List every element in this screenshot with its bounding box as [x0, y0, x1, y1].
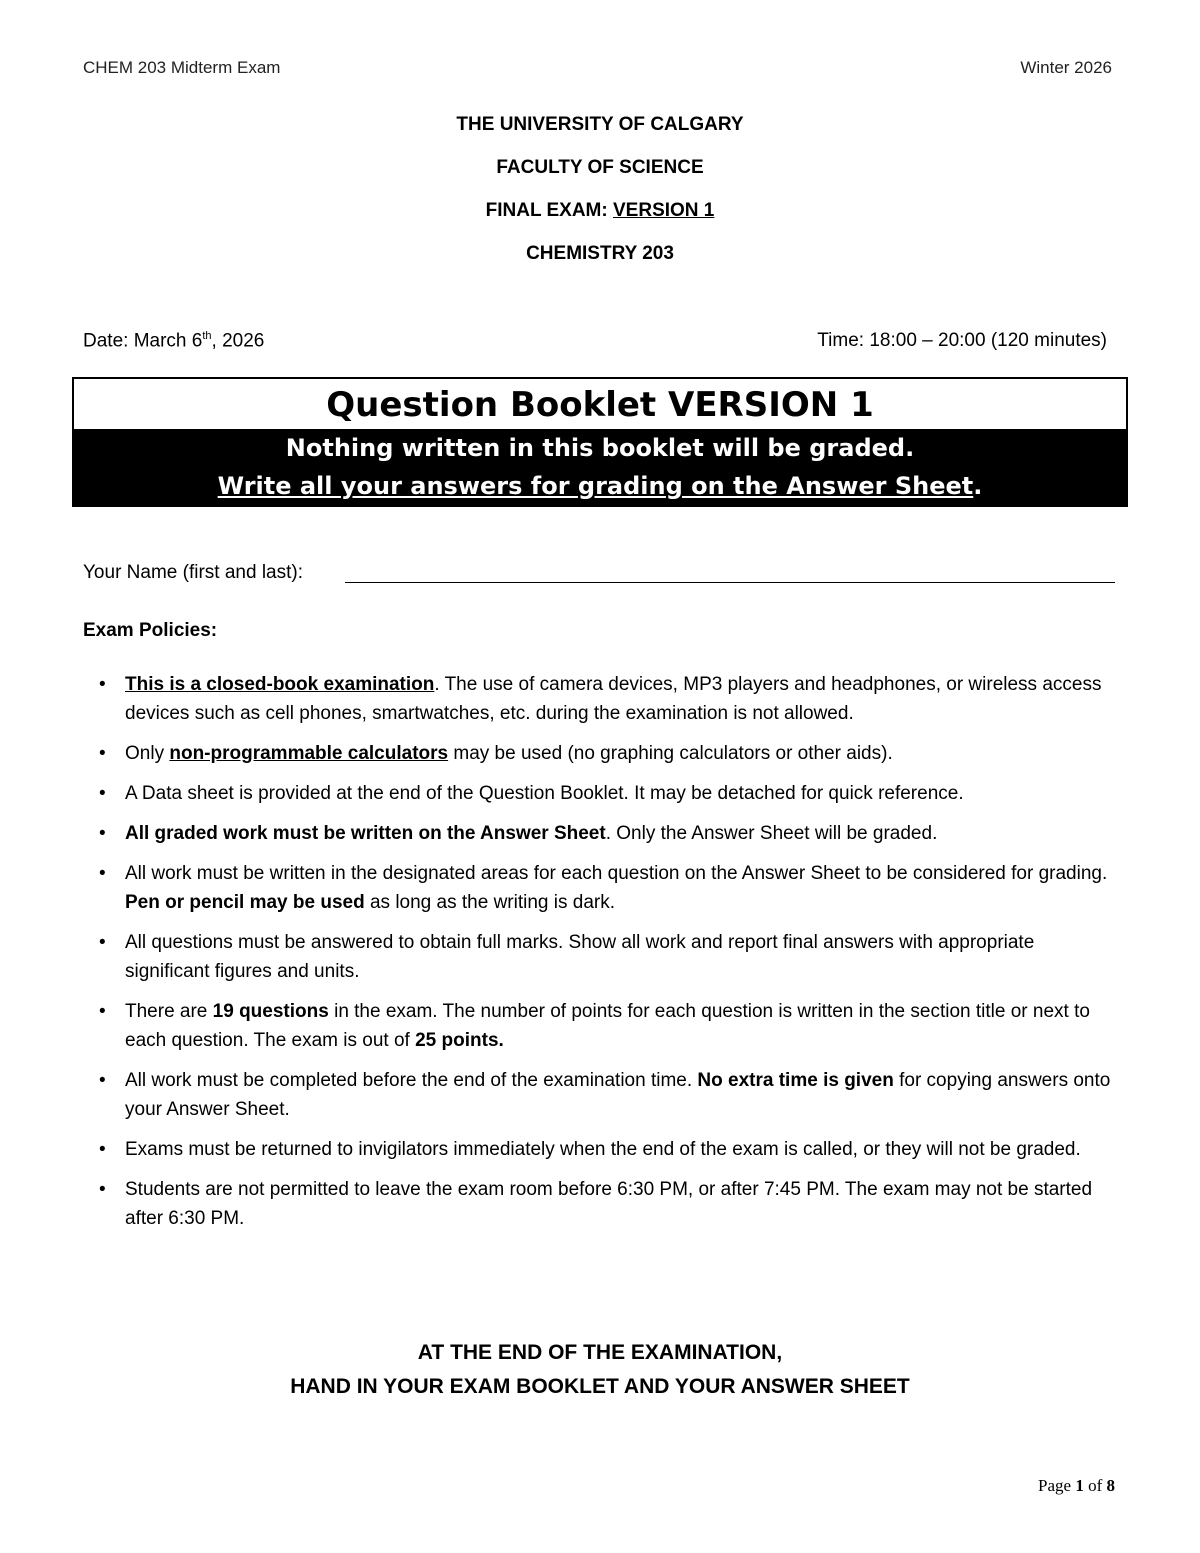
list-item — [99, 928, 1113, 986]
policy-text: Only — [125, 743, 170, 764]
faculty-title: FACULTY OF SCIENCE — [496, 157, 704, 178]
bullet-icon: • — [99, 743, 106, 764]
list-item — [99, 1135, 1113, 1164]
policy-emphasis: 25 points. — [415, 1030, 504, 1051]
bullet-icon: • — [99, 1001, 106, 1022]
exam-version: VERSION 1 — [613, 200, 715, 221]
policy-emphasis: This is a closed-book examination — [125, 674, 435, 695]
list-item — [99, 1066, 1113, 1124]
policy-text: There are — [125, 1001, 213, 1022]
booklet-box — [72, 377, 1128, 507]
end-instructions — [0, 1336, 1200, 1404]
name-field-line[interactable] — [345, 582, 1115, 583]
course-title: CHEMISTRY 203 — [526, 243, 674, 264]
list-item — [99, 739, 1113, 768]
list-item — [99, 779, 1113, 808]
title-block — [0, 114, 1200, 286]
policy-emphasis: All graded work must be written on the Answer Sheet — [125, 823, 606, 844]
date-suffix: , 2026 — [211, 330, 265, 352]
list-item — [99, 1175, 1113, 1233]
date-prefix: Date: March 6 — [83, 330, 203, 352]
policy-text: in the exam. The number of points for each question is written in the section title or next to each question. The exam is out of — [125, 1001, 1090, 1051]
name-label: Your Name (first and last): — [83, 562, 303, 583]
policy-emphasis: Pen or pencil may be used — [125, 892, 365, 913]
bullet-icon: • — [99, 863, 106, 884]
policy-text: . Only the Answer Sheet will be graded. — [605, 823, 938, 844]
policy-emphasis: 19 questions — [212, 1001, 329, 1022]
booklet-notice-line2 — [74, 467, 1126, 505]
page-current: 1 — [1075, 1476, 1084, 1495]
policy-emphasis: No extra time is given — [697, 1070, 894, 1091]
policy-text: Students are not permitted to leave the exam room before 6:30 PM, or after 7:45 PM. The exam may not be started after 6:30 PM. — [125, 1179, 1093, 1229]
policy-text: Exams must be returned to invigilators immediately when the end of the exam is called, or they will not be graded. — [125, 1139, 1081, 1160]
list-item — [99, 859, 1113, 917]
policy-text: All work must be written in the designated areas for each question on the Answer Sheet to be considered for grading. — [125, 863, 1108, 884]
policy-text: for copying answers onto your Answer Sheet. — [125, 1070, 1111, 1120]
booklet-notice-line2-text: Write all your answers for grading on the Answer Sheet — [217, 472, 974, 500]
policy-text: may be used (no graphing calculators or other aids). — [448, 743, 893, 764]
policy-text: . The use of camera devices, MP3 players and headphones, or wireless access devices such as cell phones, smartwatches, etc. during the examination is not allowed. — [125, 674, 1102, 724]
exam-version-title — [0, 200, 1200, 243]
policies-list — [83, 670, 1113, 1244]
date-sup: th — [202, 330, 212, 342]
list-item — [99, 819, 1113, 848]
policy-text: All work must be completed before the end of the examination time. — [125, 1070, 698, 1091]
list-item — [99, 997, 1113, 1055]
policy-text: as long as the writing is dark. — [364, 892, 615, 913]
booklet-title: Question Booklet VERSION 1 — [326, 385, 874, 425]
end-line2: HAND IN YOUR EXAM BOOKLET AND YOUR ANSWER SHEET — [290, 1375, 910, 1398]
booklet-notice-line2-end: . — [973, 472, 983, 500]
page-number — [1038, 1476, 1115, 1496]
page-prefix: Page — [1038, 1476, 1076, 1495]
booklet-notice-line1: Nothing written in this booklet will be graded. — [285, 434, 915, 462]
end-line1: AT THE END OF THE EXAMINATION, — [417, 1341, 783, 1364]
policy-emphasis: non-programmable calculators — [169, 743, 449, 764]
header-term: Winter 2026 — [1020, 58, 1112, 77]
policies-title: Exam Policies: — [83, 620, 218, 641]
bullet-icon: • — [99, 1070, 106, 1091]
policy-text: A Data sheet is provided at the end of the Question Booklet. It may be detached for quick reference. — [125, 783, 964, 804]
list-item — [99, 670, 1113, 728]
bullet-icon: • — [99, 1179, 106, 1200]
exam-time: Time: 18:00 – 20:00 (120 minutes) — [817, 330, 1107, 351]
bullet-icon: • — [99, 674, 106, 695]
page-of: of — [1083, 1476, 1107, 1495]
exam-date — [83, 330, 264, 352]
header-course: CHEM 203 Midterm Exam — [83, 58, 281, 77]
page-total: 8 — [1106, 1476, 1115, 1495]
bullet-icon: • — [99, 932, 106, 953]
bullet-icon: • — [99, 823, 106, 844]
bullet-icon: • — [99, 783, 106, 804]
university-title: THE UNIVERSITY OF CALGARY — [456, 114, 744, 135]
policy-text: All questions must be answered to obtain full marks. Show all work and report final answers with appropriate significant figures and units. — [125, 932, 1035, 982]
exam-prefix: FINAL EXAM: — [485, 200, 613, 221]
booklet-notice — [74, 429, 1126, 505]
bullet-icon: • — [99, 1139, 106, 1160]
